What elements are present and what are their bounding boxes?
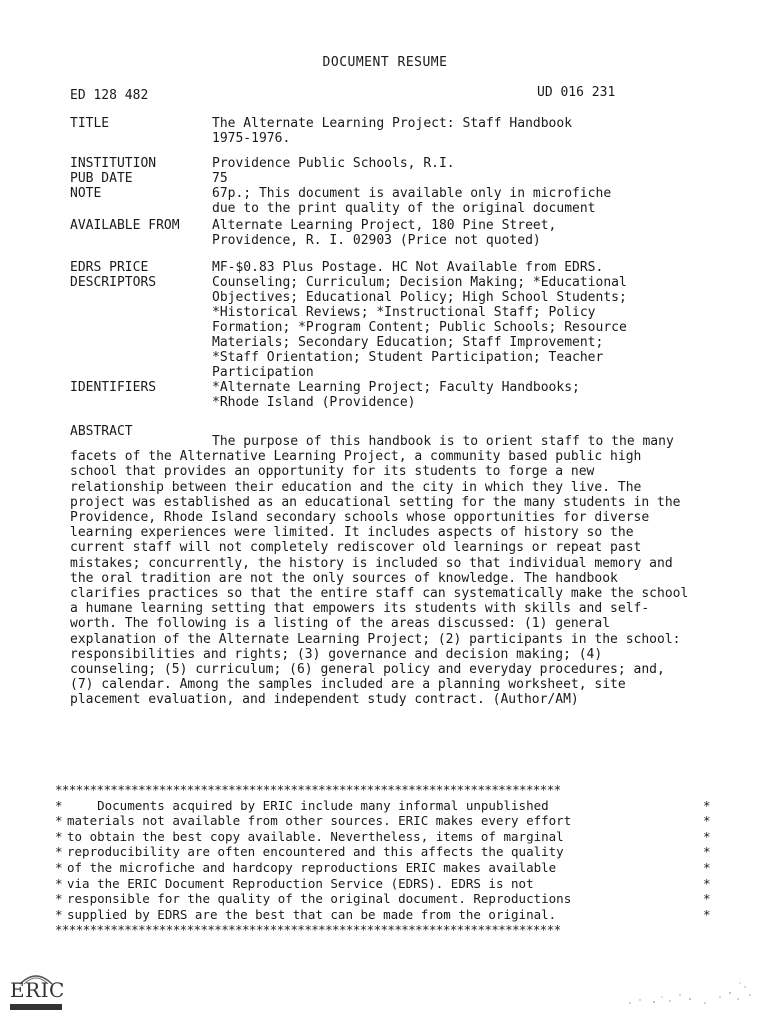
field-institution <box>70 156 710 171</box>
notice-line: * Documents acquired by ERIC include many informal unpublished * <box>55 797 711 813</box>
document-number: ED 128 482 <box>70 88 149 103</box>
abstract-text: The purpose of this handbook is to orient staff to the many facets of the Alternative Learning Project, a community based public high school that provides an opportunity for its students to forge a new relationship between their education and the city in which they live. The project was established as an educational setting for the many students in the Providence, Rhode Island secondary schools whose opportunities for diverse learning experiences were limited. It includes aspects of history so the current staff will not completely rediscover old learnings or repeat past mistakes; concurrently, the history is included so that individual memory and the oral tradition are not the only sources of knowledge. The handbook clarifies practices so that the entire staff can systematically make the school a humane learning setting that empowers its students with skills and self-worth. The following is a listing of the areas discussed: (1) general explanation of the Alternate Learning Project; (2) participants in the school: responsibilities and rights; (3) governance and decision making; (4) counseling; (5) curriculum; (6) general policy and everyday procedures; and, (7) calendar. Among the samples included are a planning worksheet, site placement evaluation, and independent study contract. (Author/AM) <box>70 434 689 708</box>
notice-border-bottom: ************************************************************************* <box>55 922 561 938</box>
metadata-fields <box>70 116 710 420</box>
notice-line: * to obtain the best copy available. Nevertheless, items of marginal * <box>55 828 711 844</box>
clearinghouse-number: UD 016 231 <box>537 85 616 100</box>
page-title: DOCUMENT RESUME <box>322 55 448 70</box>
field-label: INSTITUTION <box>70 156 157 171</box>
field-identifiers <box>70 380 710 410</box>
notice-line-text: supplied by EDRS are the best that can be made from the original. <box>67 906 557 922</box>
field-label: EDRS PRICE <box>70 260 149 275</box>
field-descriptors <box>70 275 710 380</box>
notice-line: * reproducibility are often encountered and this affects the quality * <box>55 844 711 860</box>
notice-line-text: reproducibility are often encountered and this affects the quality <box>67 844 564 860</box>
notice-line-text: Documents acquired by ERIC include many informal unpublished <box>67 797 549 813</box>
field-label: AVAILABLE FROM <box>70 218 180 233</box>
notice-line-text: to obtain the best copy available. Nevertheless, items of marginal <box>67 828 564 844</box>
field-pub-date <box>70 171 710 186</box>
notice-line-text: of the microfiche and hardcopy reproductions ERIC makes available <box>67 859 557 875</box>
field-note <box>70 186 710 216</box>
notice-border-top: ************************************************************************* <box>55 782 561 797</box>
eric-logo-text: ERIC <box>10 978 65 1002</box>
notice-line-text: via the ERIC Document Reproduction Service (EDRS). EDRS is not <box>67 875 534 891</box>
notice-line-text: responsible for the quality of the original document. Reproductions <box>67 891 572 907</box>
eric-notice-box <box>55 782 715 938</box>
field-title <box>70 116 710 146</box>
field-value: Providence Public Schools, R.I. <box>212 156 455 171</box>
field-label: TITLE <box>70 116 110 131</box>
field-edrs-price <box>70 260 710 275</box>
field-value: *Alternate Learning Project; Faculty Handbooks; *Rhode Island (Providence) <box>212 380 580 410</box>
notice-line: * via the ERIC Document Reproduction Service (EDRS). EDRS is not * <box>55 875 711 891</box>
field-value: Alternate Learning Project, 180 Pine Street, Providence, R. I. 02903 (Price not quoted) <box>212 218 557 248</box>
field-label: DESCRIPTORS <box>70 275 157 290</box>
notice-line-text: materials not available from other sources. ERIC makes every effort <box>67 813 572 829</box>
field-value: Counseling; Curriculum; Decision Making; *Educational Objectives; Educational Policy; High School Students; *Historical Reviews; *Instructional Staff; Policy Formation; *Program Content; Public Schools; Resource Materials; Secondary Education; Staff Improvement; *Staff Orientation; Student Participation; Teacher Participation <box>212 275 627 380</box>
scan-speckle-icon <box>610 975 760 1015</box>
field-label: NOTE <box>70 186 102 201</box>
field-label: PUB DATE <box>70 171 133 186</box>
field-value: 75 <box>212 171 228 186</box>
abstract-label: ABSTRACT <box>70 424 133 439</box>
eric-logo-bar <box>10 1004 62 1010</box>
notice-line: * of the microfiche and hardcopy reproductions ERIC makes available * <box>55 859 711 875</box>
field-value: MF-$0.83 Plus Postage. HC Not Available from EDRS. <box>212 260 604 275</box>
field-available-from <box>70 218 710 248</box>
field-label: IDENTIFIERS <box>70 380 157 395</box>
notice-line: * materials not available from other sources. ERIC makes every effort * <box>55 813 711 829</box>
notice-line: * responsible for the quality of the original document. Reproductions * <box>55 891 711 907</box>
field-value: The Alternate Learning Project: Staff Handbook 1975-1976. <box>212 116 573 146</box>
notice-line: * supplied by EDRS are the best that can be made from the original. * <box>55 906 711 922</box>
eric-logo <box>6 966 66 1012</box>
field-value: 67p.; This document is available only in microfiche due to the print quality of the original document <box>212 186 612 216</box>
